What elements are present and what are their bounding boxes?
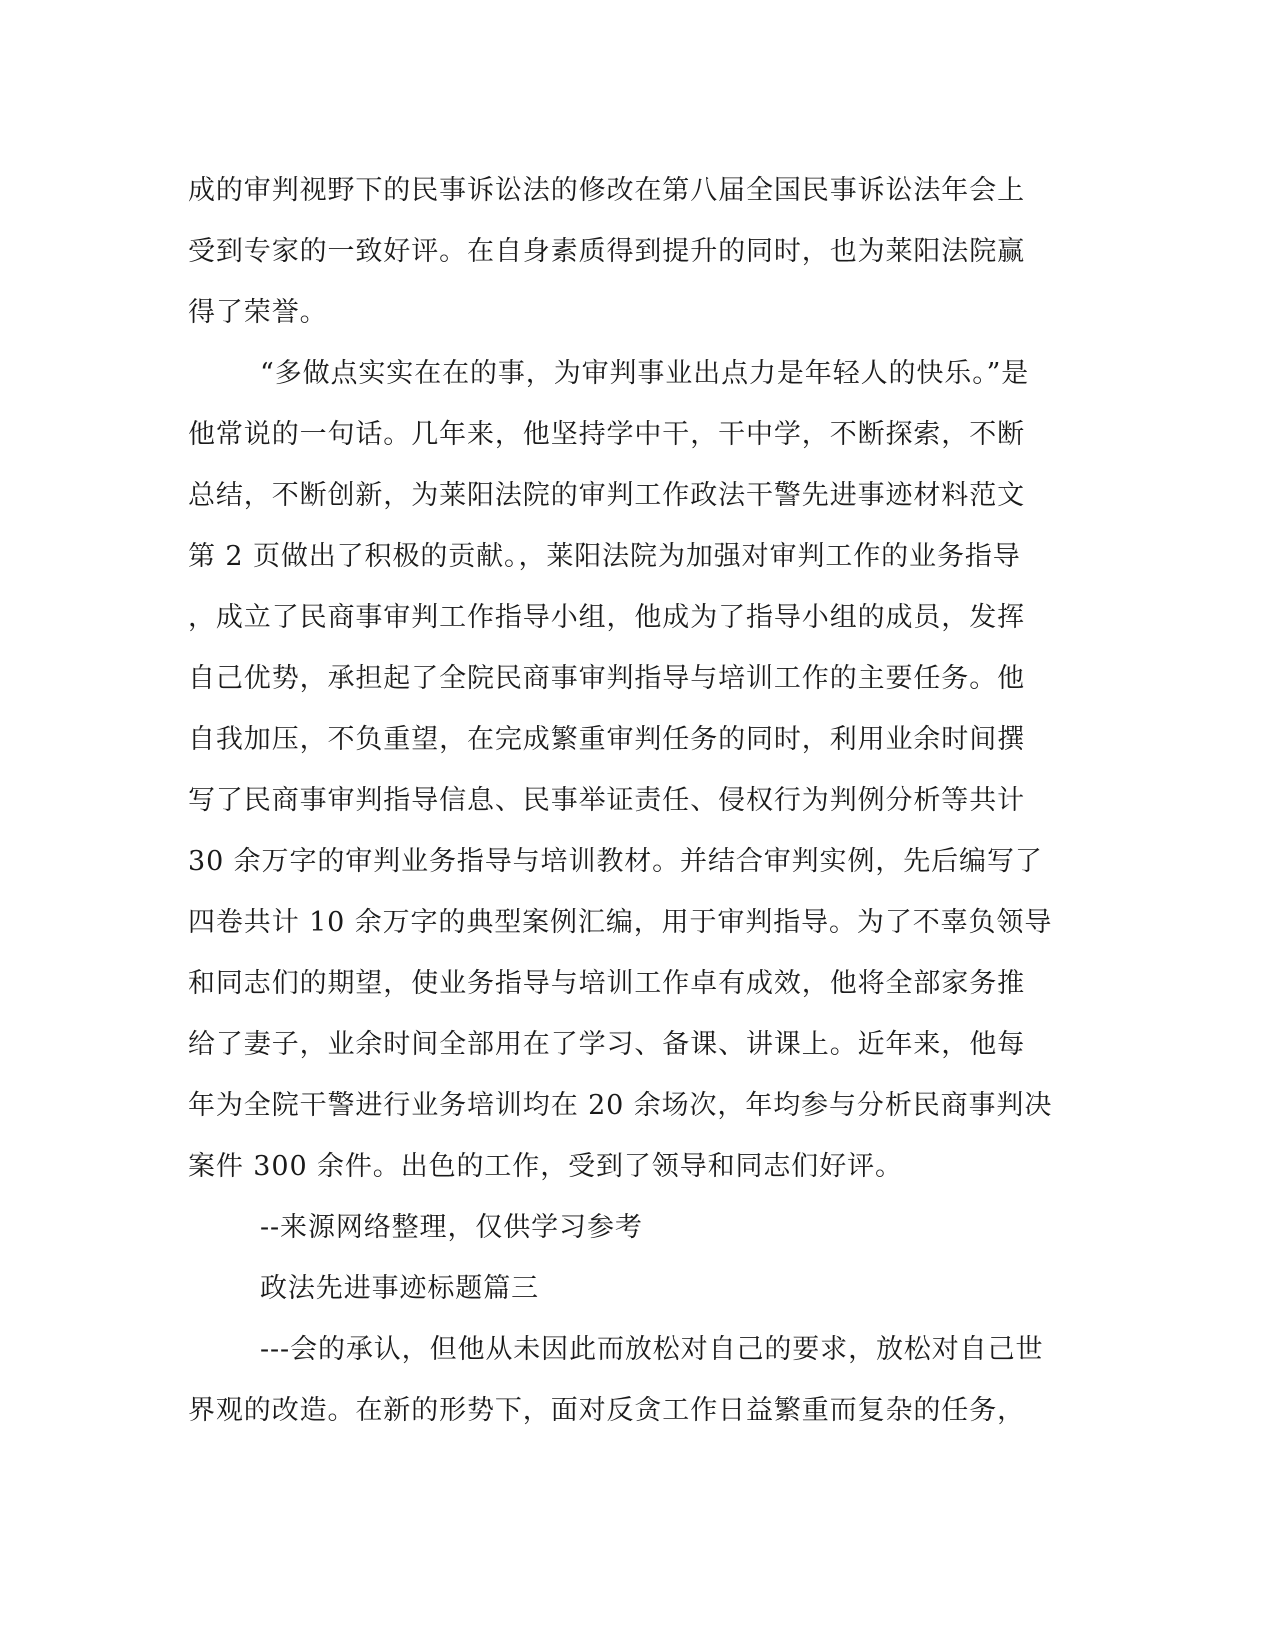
text-line: 和同志们的期望，使业务指导与培训工作卓有成效，他将全部家务推 (188, 968, 1025, 999)
text-line: 得了荣誉。 (188, 297, 328, 328)
text-line: 四卷共计 10 余万字的典型案例汇编，用于审判指导。为了不辜负领导 (188, 907, 1053, 938)
text-line: 自我加压，不负重望，在完成繁重审判任务的同时，利用业余时间撰 (188, 724, 1025, 755)
section-title: 政法先进事迹标题篇三 (260, 1273, 539, 1304)
text-line: 成的审判视野下的民事诉讼法的修改在第八届全国民事诉讼法年会上 (188, 175, 1025, 206)
text-line: 写了民商事审判指导信息、民事举证责任、侵权行为判例分析等共计 (188, 785, 1025, 816)
text-line: 受到专家的一致好评。在自身素质得到提升的同时，也为莱阳法院赢 (188, 236, 1025, 267)
text-line: ---会的承认，但他从未因此而放松对自己的要求，放松对自己世 (260, 1334, 1044, 1365)
source-note: --来源网络整理，仅供学习参考 (260, 1212, 643, 1243)
text-line: 给了妻子，业余时间全部用在了学习、备课、讲课上。近年来，他每 (188, 1029, 1025, 1060)
text-line: 案件 300 余件。出色的工作，受到了领导和同志们好评。 (188, 1151, 903, 1182)
text-line: 界观的改造。在新的形势下，面对反贪工作日益繁重而复杂的任务， (188, 1395, 1025, 1426)
text-line: ，成立了民商事审判工作指导小组，他成为了指导小组的成员，发挥 (188, 602, 1025, 633)
text-line: 30 余万字的审判业务指导与培训教材。并结合审判实例，先后编写了 (188, 846, 1043, 877)
text-line: 他常说的一句话。几年来，他坚持学中干，干中学，不断探索，不断 (188, 419, 1025, 450)
text-line: 总结，不断创新，为莱阳法院的审判工作政法干警先进事迹材料范文 (188, 480, 1025, 511)
body-text (188, 160, 1078, 1441)
text-line: 自己优势，承担起了全院民商事审判指导与培训工作的主要任务。他 (188, 663, 1025, 694)
text-line: 年为全院干警进行业务培训均在 20 余场次，年均参与分析民商事判决 (188, 1090, 1053, 1121)
text-line: 第 2 页做出了积极的贡献。，莱阳法院为加强对审判工作的业务指导 (188, 541, 1021, 572)
text-line: “多做点实实在在的事，为审判事业出点力是年轻人的快乐。”是 (260, 358, 1030, 389)
